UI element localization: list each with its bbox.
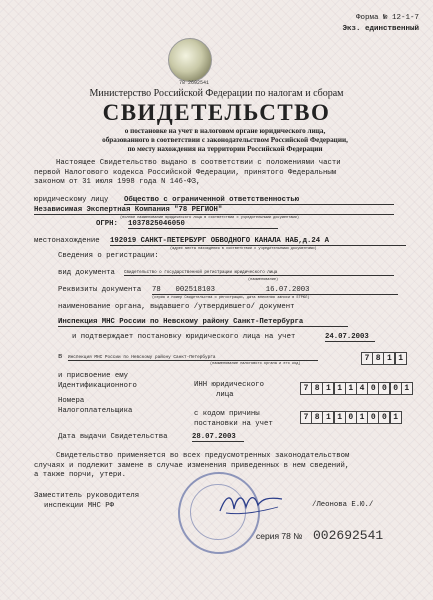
issuer-value: Инспекция МНС России по Невскому району Санкт-Петербурга [58, 318, 348, 327]
issue-date-value: 28.07.2003 [192, 433, 244, 442]
kpp-digit: 0 [367, 411, 379, 424]
doc-details-caption: (серия и номер Свидетельства о регистрации, дата внесения записи в ЕГРЮЛ) [152, 296, 310, 300]
inn-digit: 1 [401, 382, 413, 395]
doc-type-caption: (наименование) [248, 278, 279, 282]
inn-digit: 1 [322, 382, 334, 395]
form-number: Форма № 12-1-7 [355, 14, 419, 22]
intro-paragraph: Настоящее Свидетельство выдано в соответствии с положениями части первой Налогового кодекса Российской Федерации, принятого Федеральным законом от 31 июля 1998 года N 146-ФЗ, [34, 159, 341, 186]
entity-name-line1: Общество с ограниченной ответственностью [124, 196, 394, 205]
inn-digit: 4 [356, 382, 368, 395]
tax-office-caption: (наименование налогового органа и его код) [210, 362, 301, 366]
serial-label: серия 78 № [256, 531, 303, 541]
code-digit: 8 [372, 352, 384, 365]
taxpayer-label: Номера Налогоплательщика [58, 397, 133, 415]
inn-digit: 7 [300, 382, 312, 395]
serial-number: 002692541 [313, 528, 384, 543]
doc-details-label: Реквизиты документа [58, 286, 142, 294]
signer-role: Заместитель руководителя инспекции МНС РФ [34, 492, 140, 510]
ministry-name: Министерство Российской Федерации по налогам и сборам [89, 88, 344, 99]
kpp-digit: 0 [345, 411, 357, 424]
kpp-digit: 1 [322, 411, 334, 424]
inn-boxes [300, 382, 412, 395]
location-caption: (адрес места нахождения в соответствии с учредительными документами) [170, 247, 317, 251]
entity-label: юридическому лицу [34, 196, 109, 204]
entity-name-line2: Независимая Экспертная Компания "78 РЕГИОН" [34, 206, 394, 215]
inn-digit: 0 [390, 382, 402, 395]
code-digit: 7 [361, 352, 373, 365]
code-digit: 1 [383, 352, 395, 365]
inn-digit: 1 [345, 382, 357, 395]
kpp-digit: 0 [378, 411, 390, 424]
kpp-digit: 1 [356, 411, 368, 424]
entity-name-caption: (полное наименование юридического лица в соответствии с учредительными документами) [120, 216, 299, 220]
issue-date-label: Дата выдачи Свидетельства [58, 433, 168, 441]
doc-type-value: Свидетельство о государственной регистрации юридического лица [124, 271, 394, 276]
registration-heading: Сведения о регистрации: [58, 252, 159, 260]
location-label: местонахождение [34, 237, 100, 245]
confirm-text: и подтверждает постановку юридического лица на учет [72, 333, 296, 341]
kpp-boxes [300, 411, 401, 424]
document-subtitle: о постановке на учет в налоговом органе юридического лица, образованного в соответствии с законодательством Российской Федерации, по месту нахождения на территории Российской Федерации [102, 127, 348, 153]
code-digit: 1 [395, 352, 407, 365]
doc-details-line [152, 286, 398, 295]
kpp-digit: 7 [300, 411, 312, 424]
kpp-digit: 1 [390, 411, 402, 424]
signer-name: /Леонова Е.Ю./ [312, 501, 374, 509]
doc-date: 16.07.2003 [265, 286, 310, 294]
assign-label: и присвоение ему Идентификационного [58, 372, 137, 390]
ogrn-value: 1037825046050 [128, 220, 278, 229]
inn-label: ИНН юридического лица [194, 381, 265, 399]
note-paragraph: Свидетельство применяется во всех предусмотренных законодательством случаях и подлежит замене в случае изменения приведенных в нем сведений, а также порчи, утери. [34, 452, 350, 479]
inn-digit: 1 [334, 382, 346, 395]
tax-office-code-boxes [361, 352, 406, 365]
tax-office-prefix: в [58, 353, 63, 361]
doc-series: 78 [152, 286, 161, 294]
kpp-label: с кодом причины постановки на учет [194, 410, 273, 428]
inn-digit: 0 [367, 382, 379, 395]
hologram-seal-icon [168, 38, 212, 82]
ogrn-label: ОГРН: [96, 220, 118, 228]
issuer-label: наименование органа, выдавшего /утвердившего/ документ [58, 303, 295, 311]
confirm-date: 24.07.2003 [325, 333, 375, 342]
document-title: СВИДЕТЕЛЬСТВО [102, 100, 331, 125]
hologram-number: 78 2692541 [179, 80, 210, 86]
location-value: 192019 САНКТ-ПЕТЕРБУРГ ОБВОДНОГО КАНАЛА НАБ,д.24 А [110, 237, 406, 246]
inn-digit: 0 [378, 382, 390, 395]
doc-number: 002518103 [175, 286, 215, 294]
kpp-digit: 1 [334, 411, 346, 424]
tax-office-value: Инспекция МНС России по Невскому району Санкт-Петербурга [68, 355, 318, 361]
kpp-digit: 8 [311, 411, 323, 424]
handwritten-signature-icon [216, 485, 286, 519]
inn-digit: 8 [311, 382, 323, 395]
copy-label: Экз. единственный [342, 25, 419, 33]
doc-type-label: вид документа [58, 269, 115, 277]
